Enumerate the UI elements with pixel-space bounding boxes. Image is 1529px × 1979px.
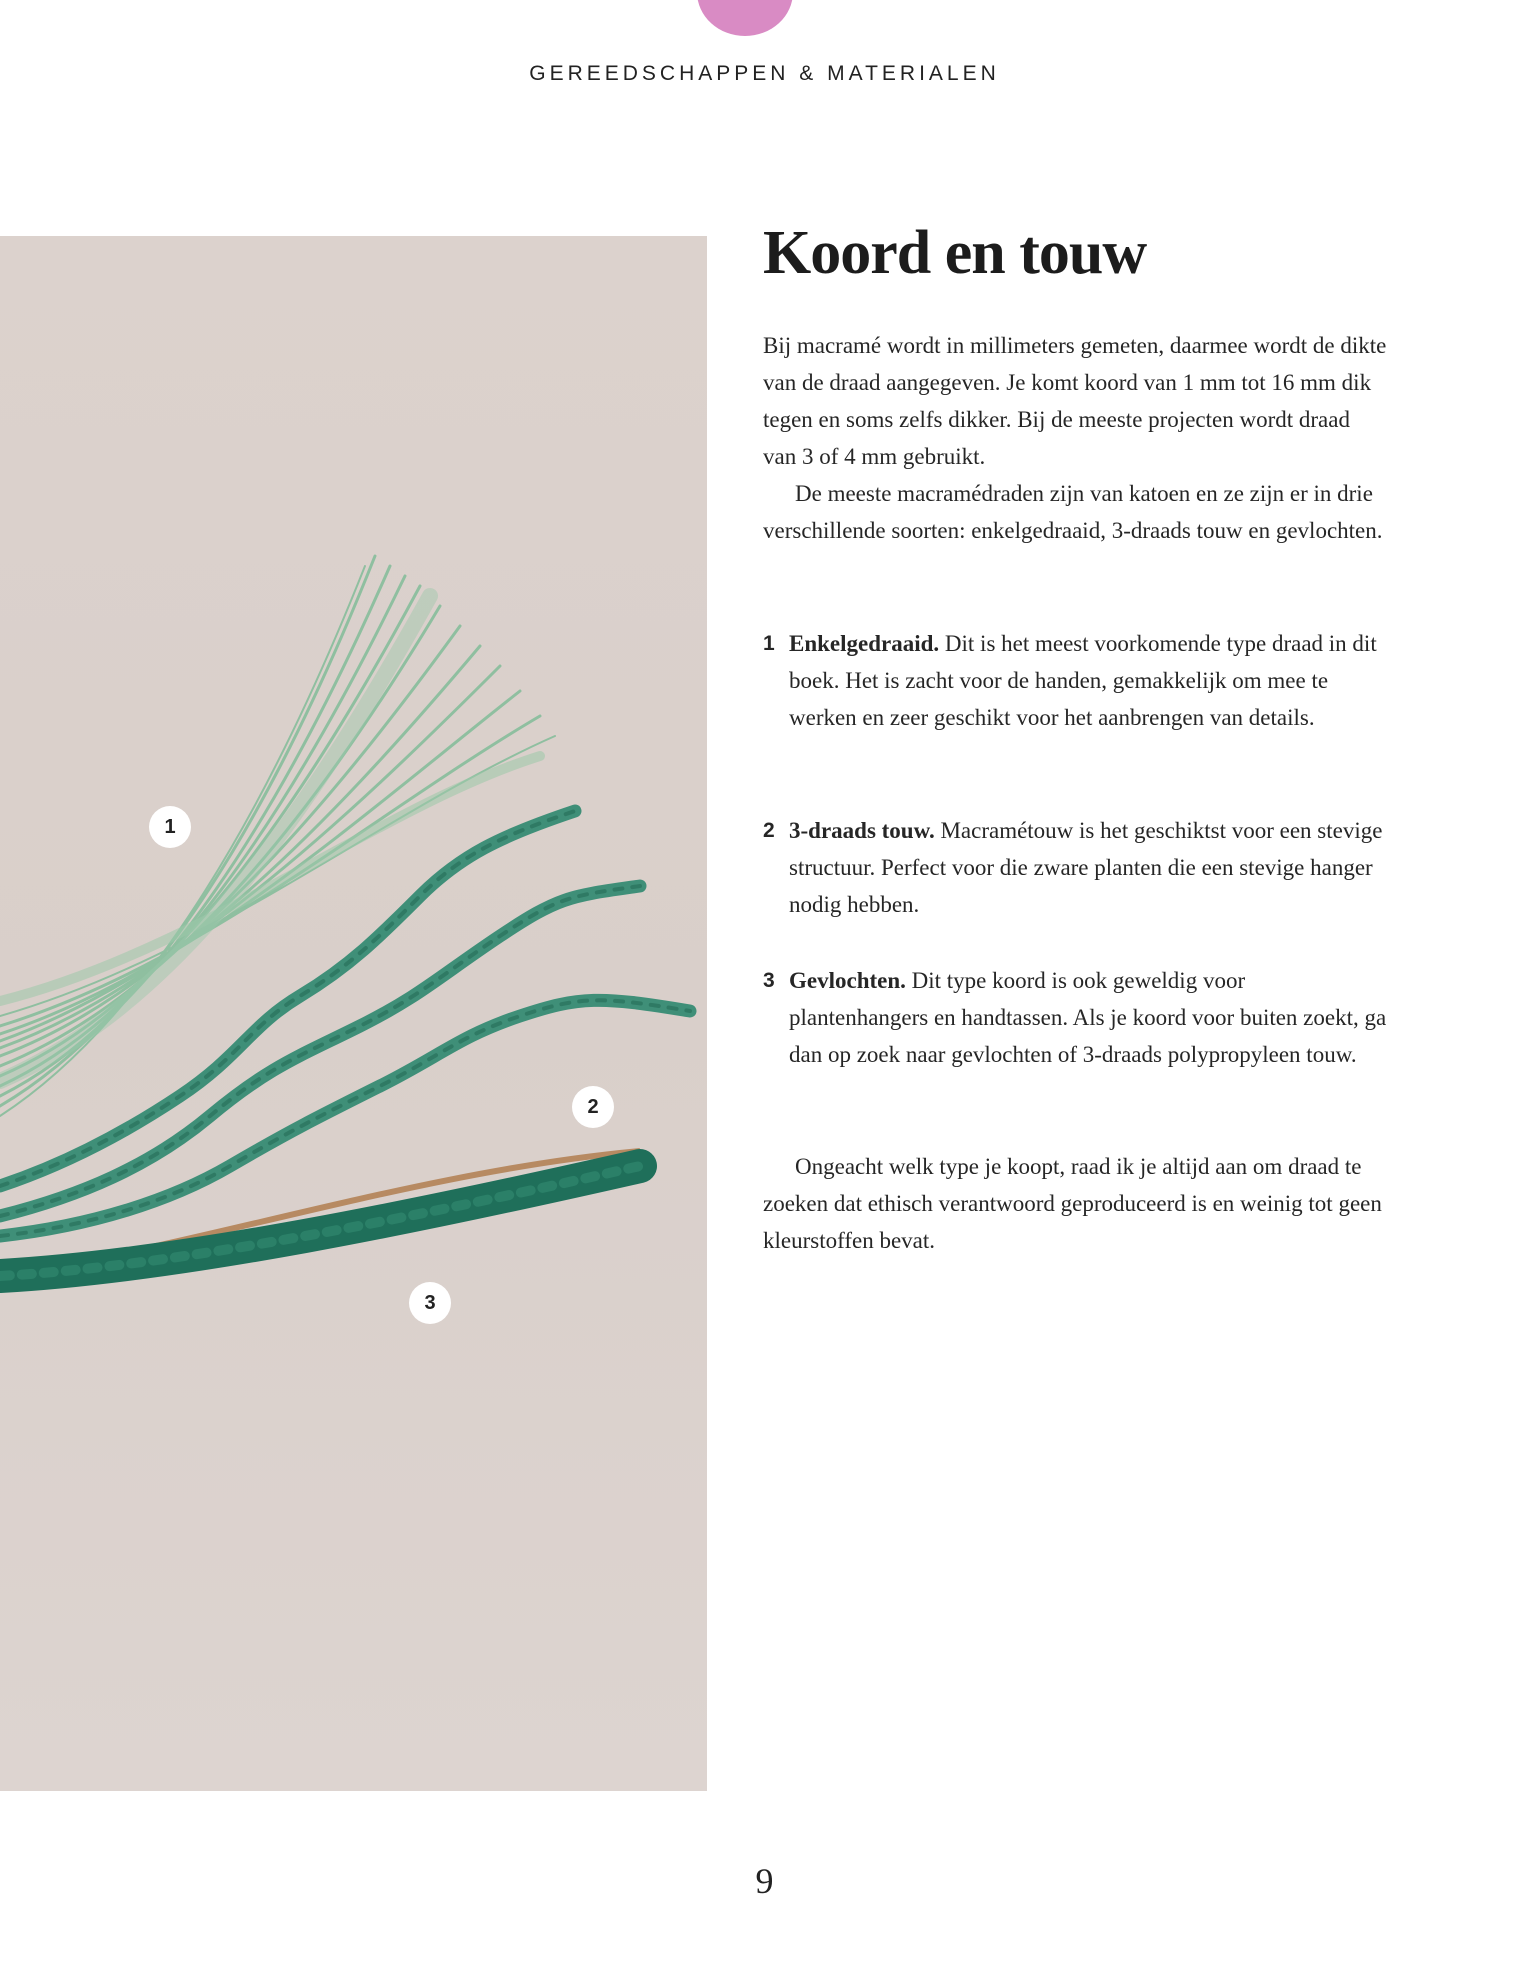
- intro-paragraph-2: De meeste macramédraden zijn van katoen en ze zijn er in drie verschillende soorten: enkelgedraaid, 3-draads touw en gevlochten.: [763, 481, 1383, 543]
- page-title: Koord en touw: [763, 219, 1147, 287]
- label-badge-2: 2: [572, 1086, 614, 1128]
- accent-tab: [697, 0, 793, 36]
- outro-paragraph: Ongeacht welk type je koopt, raad ik je altijd aan om draad te zoeken dat ethisch verantwoord geproduceerd is en weinig tot geen kleurstoffen bevat.: [763, 1154, 1382, 1253]
- item-term: Gevlochten.: [789, 968, 906, 993]
- list-item: [763, 962, 1388, 1073]
- running-head: GEREEDSCHAPPEN & MATERIALEN: [529, 62, 1000, 85]
- intro-text: [763, 327, 1388, 549]
- intro-paragraph-1: Bij macramé wordt in millimeters gemeten, daarmee wordt de dikte van de draad aangegeven. Je komt koord van 1 mm tot 16 mm dik tegen en soms zelfs dikker. Bij de meeste projecten wordt draad van 3 of 4 mm gebruikt.: [763, 333, 1387, 469]
- item-term: 3-draads touw.: [789, 818, 935, 843]
- item-number: 1: [763, 632, 775, 655]
- item-term: Enkelgedraaid.: [789, 631, 940, 656]
- item-text: Dit is het meest voorkomende type draad in dit boek. Het is zacht voor de handen, gemakkelijk om mee te werken en zeer geschikt voor het aanbrengen van details.: [789, 631, 1377, 730]
- list-item: [763, 625, 1388, 736]
- item-number: 3: [763, 969, 775, 992]
- item-text: Macramétouw is het geschiktst voor een stevige structuur. Perfect voor die zware planten die een stevige hanger nodig hebben.: [789, 818, 1383, 917]
- list-item: [763, 812, 1388, 923]
- item-text: Dit type koord is ook geweldig voor plantenhangers en handtassen. Als je koord voor buiten zoekt, ga dan op zoek naar gevlochten of 3-draads polypropyleen touw.: [789, 968, 1387, 1067]
- label-badge-3: 3: [409, 1282, 451, 1324]
- item-number: 2: [763, 819, 775, 842]
- cord-illustration: [0, 236, 707, 1791]
- cord-photo: [0, 236, 707, 1791]
- label-badge-1: 1: [149, 806, 191, 848]
- page-number: 9: [755, 1861, 774, 1901]
